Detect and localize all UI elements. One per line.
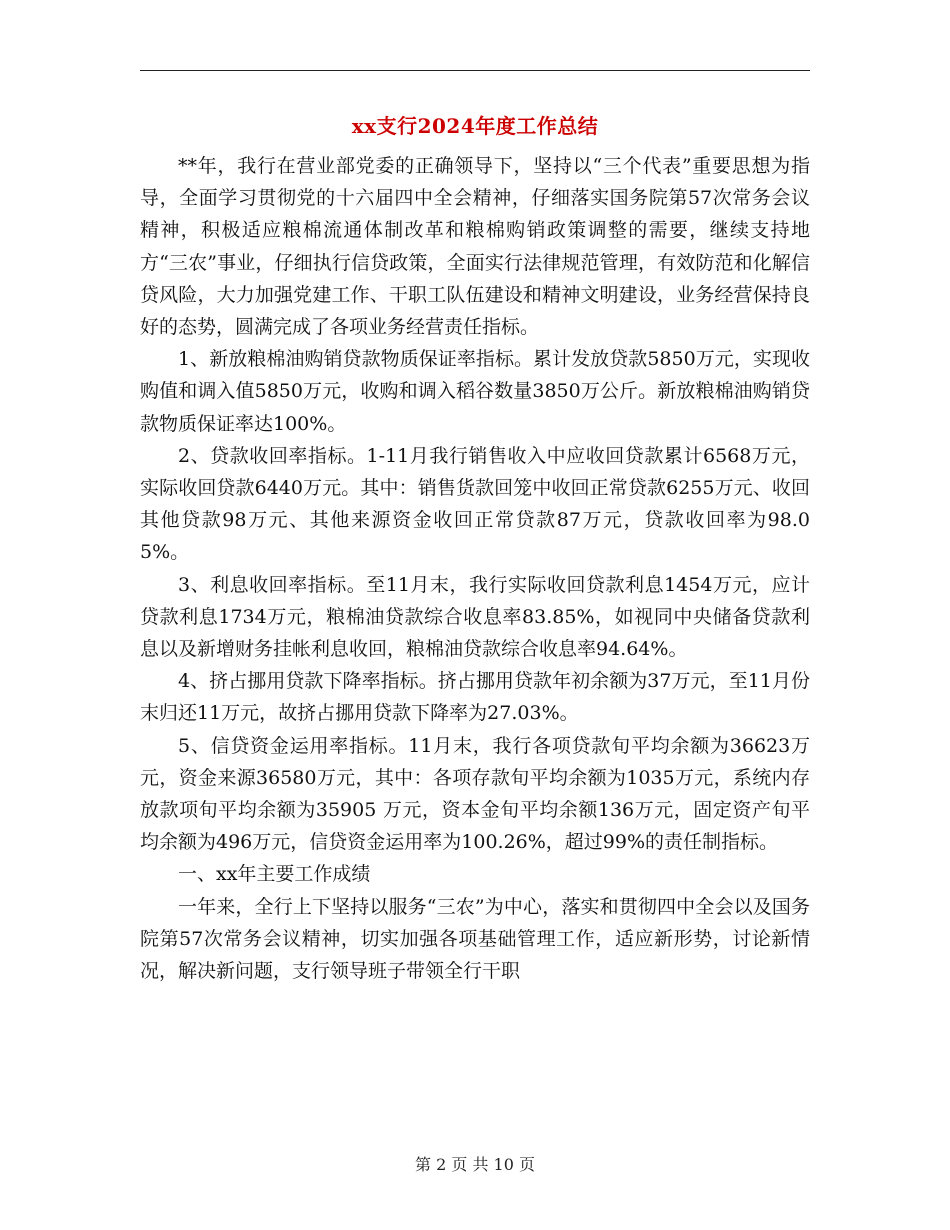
section-heading: 一、xx年主要工作成绩 bbox=[178, 863, 371, 886]
paragraph-indicator-3: 3、利息收回率指标。至11月末，我行实际收回贷款利息1454万元，应计贷款利息1734万元，粮棉油贷款综合收息率83.85%，如视同中央储备贷款利息以及新增财务挂帐利息收回，粮棉油贷款综合收息率94.64%。 bbox=[140, 573, 810, 661]
paragraph-indicator-5: 5、信贷资金运用率指标。11月末，我行各项贷款旬平均余额为36623万元，资金来源36580万元，其中：各项存款旬平均余额为1035万元，系统内存放款项旬平均余额为35905 万元，资本金旬平均余额136万元，固定资产旬平均余额为496万元，信贷资金运用率为100.26%，超过99%的责任制指标。 bbox=[140, 734, 810, 854]
paragraph-achievements: 一年来，全行上下坚持以服务“三农”为中心，落实和贯彻四中全会以及国务院第57次常务会议精神，切实加强各项基础管理工作，适应新形势，讨论新情况，解决新问题，支行领导班子带领全行干职 bbox=[140, 895, 810, 983]
header-rule bbox=[140, 70, 810, 71]
document-body bbox=[140, 150, 810, 987]
document-title: xx支行2024年度工作总结 bbox=[351, 114, 599, 138]
paragraph-intro: **年，我行在营业部党委的正确领导下，坚持以“三个代表”重要思想为指导，全面学习贯彻党的十六届四中全会精神，仔细落实国务院第57次常务会议精神，积极适应粮棉流通体制改革和粮棉购销政策调整的需要，继续支持地方“三农”事业，仔细执行信贷政策，全面实行法律规范管理，有效防范和化解信贷风险，大力加强党建工作、干职工队伍建设和精神文明建设，业务经营保持良好的态势，圆满完成了各项业务经营责任指标。 bbox=[140, 155, 810, 339]
paragraph-indicator-4: 4、挤占挪用贷款下降率指标。挤占挪用贷款年初余额为37万元，至11月份末归还11万元，故挤占挪用贷款下降率为27.03%。 bbox=[140, 670, 810, 725]
paragraph-indicator-2: 2、贷款收回率指标。1-11月我行销售收入中应收回贷款累计6568万元，实际收回贷款6440万元。其中：销售货款回笼中收回正常贷款6255万元、收回其他贷款98万元、其他来源资金收回正常贷款87万元，贷款收回率为98.05%。 bbox=[140, 444, 810, 564]
paragraph-indicator-1: 1、新放粮棉油购销贷款物质保证率指标。累计发放贷款5850万元，实现收购值和调入值5850万元，收购和调入稻谷数量3850万公斤。新放粮棉油购销贷款物质保证率达100%。 bbox=[140, 348, 810, 435]
page-number-footer: 第 2 页 共 10 页 bbox=[415, 1155, 535, 1174]
